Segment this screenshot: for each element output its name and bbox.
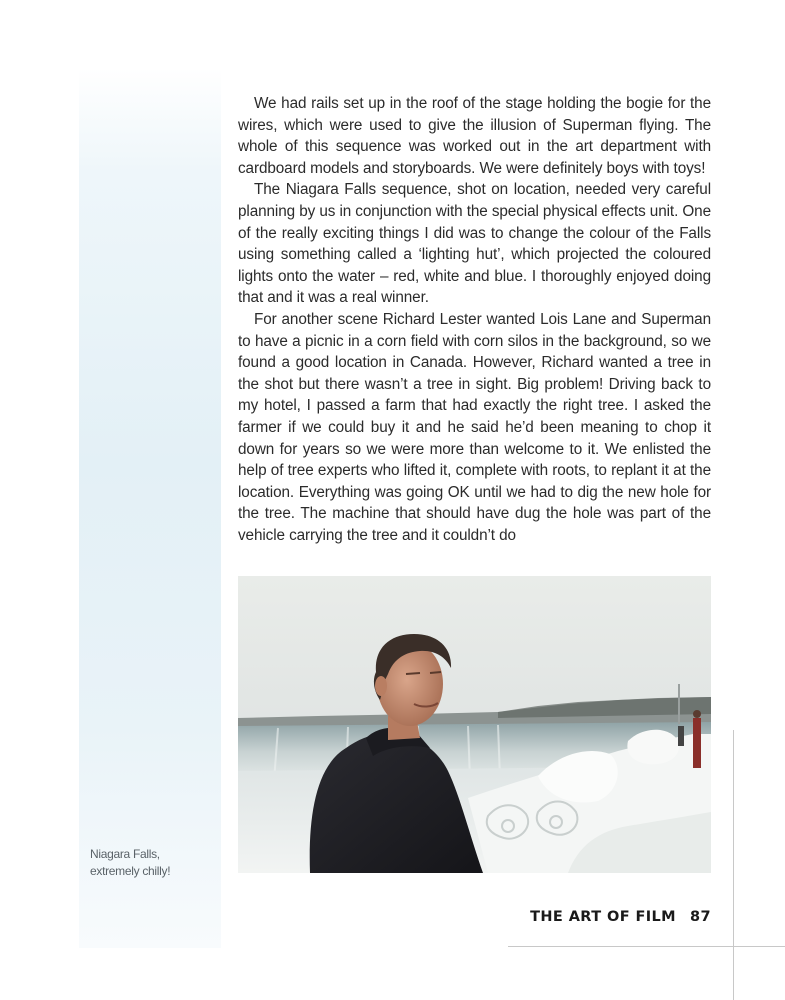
paragraph-niagara-falls: The Niagara Falls sequence, shot on location, needed very careful planning by us in conjunction with the special physical effects unit. One of the really exciting things I did was to change the colour of the Falls using something called a ‘lighting hut’, which projected the coloured lights onto the water – red, white and blue. I thoroughly enjoyed doing that and it was a real winner.	[238, 181, 711, 307]
side-margin-band	[79, 68, 221, 948]
paragraph-superman-flying: We had rails set up in the roof of the stage holding the bogie for the wires, which were used to give the illusion of Superman flying. The whole of this sequence was worked out in the art department with cardboard models and storyboards. We were definitely boys with toys!	[238, 95, 711, 177]
niagara-falls-photo	[238, 576, 711, 873]
photo-caption	[90, 846, 210, 880]
book-title: THE ART OF FILM	[530, 909, 677, 925]
page-number: 87	[690, 909, 711, 925]
page-footer	[530, 909, 711, 925]
body-text	[238, 93, 711, 546]
crop-mark-horizontal	[508, 946, 785, 947]
paragraph-corn-field: For another scene Richard Lester wanted Lois Lane and Superman to have a picnic in a corn field with corn silos in the background, so we found a good location in Canada. However, Richard wanted a tree in the shot but there wasn’t a tree in sight. Big problem! Driving back to my hotel, I passed a farm that had exactly the right tree. I asked the farmer if we could buy it and he said he’d been meaning to chop it down for years so we were more than welcome to it. We enlisted the help of tree experts who lifted it, complete with roots, to replant it at the location. Everything was going OK until we had to dig the new hole for the tree. The machine that should have dug the hole was part of the vehicle carrying the tree and it couldn’t do	[238, 310, 711, 544]
caption-line-2: extremely chilly!	[90, 864, 171, 878]
caption-line-1: Niagara Falls,	[90, 847, 160, 861]
crop-mark-vertical	[733, 730, 734, 1000]
